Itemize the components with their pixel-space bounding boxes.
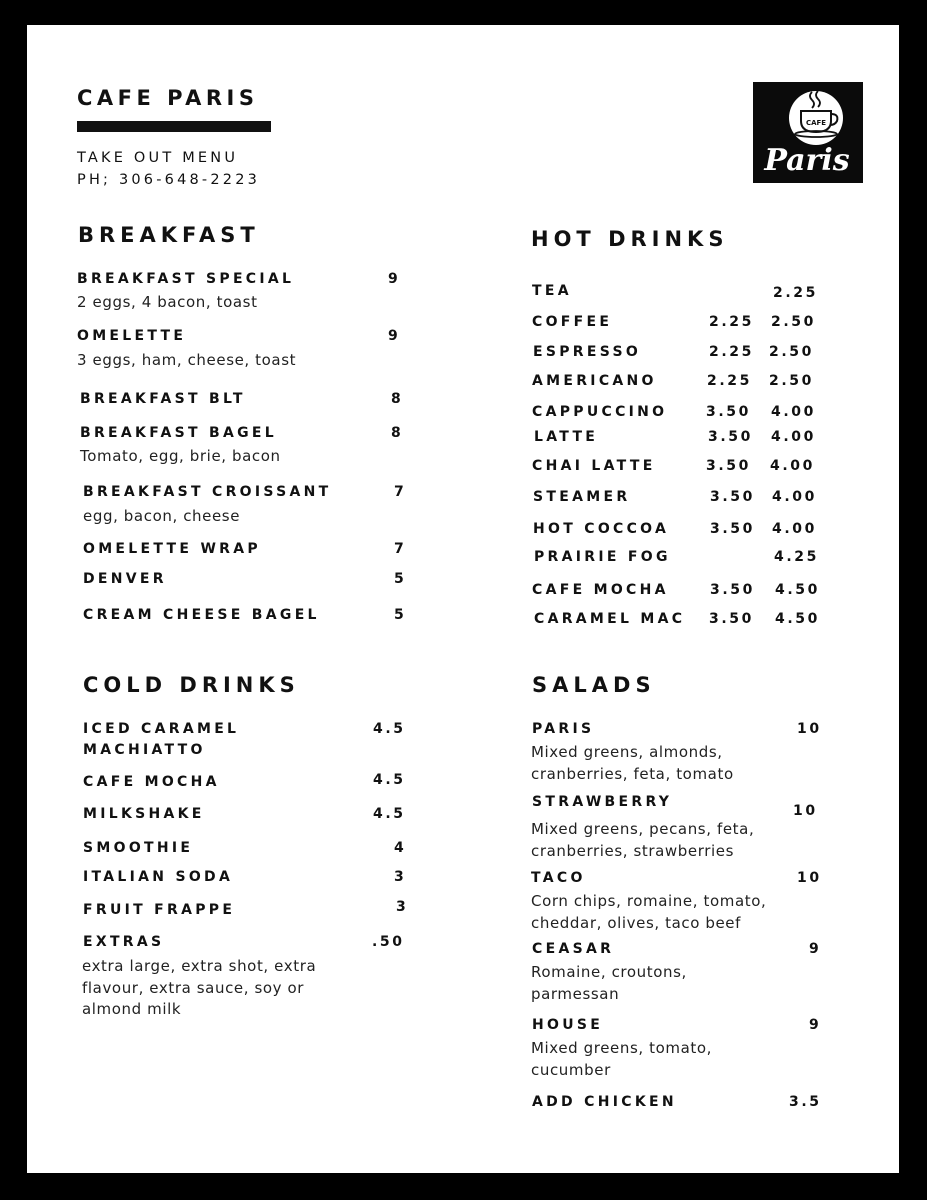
hot-drink-large-price: 2.25: [773, 285, 818, 301]
breakfast-item-name: BREAKFAST BLT: [80, 391, 246, 407]
salads-heading: SALADS: [532, 673, 656, 697]
hot-drink-large-price: 4.00: [770, 458, 815, 474]
breakfast-item-name: BREAKFAST CROISSANT: [83, 484, 332, 500]
breakfast-item-price: 5: [394, 571, 407, 587]
hot-drink-small-price: 2.25: [709, 314, 754, 330]
hot-drink-name: TEA: [532, 283, 572, 299]
cold-drink-price: 4: [394, 840, 407, 856]
breakfast-item-price: 9: [388, 271, 401, 287]
cold-drink-name: ITALIAN SODA: [83, 869, 234, 885]
salad-name: CEASAR: [532, 941, 615, 957]
logo-cup-text: CAFE: [805, 119, 827, 127]
hot-drink-large-price: 4.00: [772, 521, 817, 537]
salad-price: 10: [797, 870, 822, 886]
hot-drink-name: PRAIRIE FOG: [534, 549, 671, 565]
breakfast-item-name: CREAM CHEESE BAGEL: [83, 607, 320, 623]
hot-drink-name: CARAMEL MAC: [534, 611, 686, 627]
hot-drink-small-price: 3.50: [708, 429, 753, 445]
salad-desc: Romaine, croutons, parmessan: [531, 963, 687, 1003]
breakfast-item-price: 7: [394, 541, 407, 557]
cold-drinks-heading: COLD DRINKS: [83, 673, 300, 697]
hot-drink-small-price: 3.50: [710, 489, 755, 505]
breakfast-item-price: 9: [388, 328, 401, 344]
salad-name: HOUSE: [532, 1017, 604, 1033]
salad-name: TACO: [531, 870, 586, 886]
cold-drink-name: CAFE MOCHA: [83, 774, 220, 790]
cafe-logo: [753, 82, 863, 183]
hot-drink-small-price: 3.50: [706, 458, 751, 474]
hot-drink-large-price: 4.00: [771, 429, 816, 445]
hot-drink-large-price: 4.00: [771, 404, 816, 420]
breakfast-item-name: DENVER: [83, 571, 167, 587]
hot-drink-small-price: 3.50: [710, 582, 755, 598]
hot-drink-small-price: 3.50: [709, 611, 754, 627]
extras-name: EXTRAS: [83, 934, 165, 950]
breakfast-item-name: OMELETTE: [77, 328, 187, 344]
cafe-name: CAFE PARIS: [77, 86, 259, 110]
hot-drink-name: CAPPUCCINO: [532, 404, 668, 420]
cold-drink-price: 3: [396, 899, 409, 915]
breakfast-item-name: OMELETTE WRAP: [83, 541, 261, 557]
salad-price: 10: [793, 803, 818, 819]
breakfast-item-desc: 2 eggs, 4 bacon, toast: [77, 293, 258, 311]
cold-drink-name: ICED CARAMEL: [83, 721, 240, 737]
breakfast-item-price: 5: [394, 607, 407, 623]
cold-drink-name: SMOOTHIE: [83, 840, 194, 856]
hot-drink-large-price: 4.00: [772, 489, 817, 505]
cold-drink-price: 3: [394, 869, 407, 885]
hot-drink-large-price: 4.50: [775, 582, 820, 598]
breakfast-item-price: 8: [391, 425, 404, 441]
hot-drink-large-price: 2.50: [769, 373, 814, 389]
menu-subtitle: TAKE OUT MENU: [77, 150, 239, 166]
logo-script-text: Paris: [764, 143, 850, 178]
hot-drink-large-price: 2.50: [769, 344, 814, 360]
hot-drink-name: AMERICANO: [532, 373, 657, 389]
hot-drink-name: COFFEE: [532, 314, 613, 330]
hot-drinks-heading: HOT DRINKS: [531, 227, 729, 251]
hot-drink-small-price: 3.50: [706, 404, 751, 420]
hot-drink-name: CAFE MOCHA: [532, 582, 669, 598]
extras-price: .50: [372, 934, 405, 950]
salad-desc: Corn chips, romaine, tomato, cheddar, olives, taco beef: [531, 892, 767, 932]
breakfast-item-price: 8: [391, 391, 404, 407]
breakfast-heading: BREAKFAST: [78, 223, 260, 247]
coffee-cup-icon: [753, 82, 863, 183]
hot-drink-small-price: 3.50: [710, 521, 755, 537]
hot-drink-name: CHAI LATTE: [532, 458, 656, 474]
salad-price: 10: [797, 721, 822, 737]
breakfast-item-desc: Tomato, egg, brie, bacon: [80, 447, 281, 465]
hot-drink-name: ESPRESSO: [533, 344, 642, 360]
cold-drink-name: MILKSHAKE: [83, 806, 205, 822]
hot-drink-small-price: 2.25: [707, 373, 752, 389]
salad-price: 3.5: [789, 1094, 822, 1110]
salad-name: PARIS: [532, 721, 595, 737]
hot-drink-name: STEAMER: [533, 489, 631, 505]
hot-drink-small-price: 2.25: [709, 344, 754, 360]
hot-drink-name: LATTE: [534, 429, 599, 445]
salad-name: ADD CHICKEN: [532, 1094, 677, 1110]
cold-drink-price: 4.5: [373, 806, 406, 822]
salad-desc: Mixed greens, almonds, cranberries, feta, tomato: [531, 743, 734, 783]
salad-price: 9: [809, 941, 822, 957]
hot-drink-name: HOT COCCOA: [533, 521, 670, 537]
breakfast-item-name: BREAKFAST SPECIAL: [77, 271, 295, 287]
breakfast-item-desc: 3 eggs, ham, cheese, toast: [77, 351, 297, 369]
salad-name: STRAWBERRY: [532, 794, 673, 810]
cold-drink-price: 4.5: [373, 772, 406, 788]
cold-drink-price: 4.5: [373, 721, 406, 737]
salad-price: 9: [809, 1017, 822, 1033]
hot-drink-large-price: 4.50: [775, 611, 820, 627]
cold-drink-name: FRUIT FRAPPE: [83, 902, 236, 918]
salad-desc: Mixed greens, pecans, feta, cranberries, strawberries: [531, 820, 755, 860]
phone-number: PH; 306-648-2223: [77, 172, 261, 188]
cold-drink-name-line2: MACHIATTO: [83, 742, 206, 758]
breakfast-item-price: 7: [394, 484, 407, 500]
salad-desc: Mixed greens, tomato, cucumber: [531, 1039, 713, 1079]
breakfast-item-name: BREAKFAST BAGEL: [80, 425, 277, 441]
hot-drink-large-price: 2.50: [771, 314, 816, 330]
title-underline: [77, 121, 271, 132]
extras-desc: extra large, extra shot, extra flavour, extra sauce, soy or almond milk: [82, 957, 317, 1018]
breakfast-item-desc: egg, bacon, cheese: [83, 507, 241, 525]
hot-drink-large-price: 4.25: [774, 549, 819, 565]
